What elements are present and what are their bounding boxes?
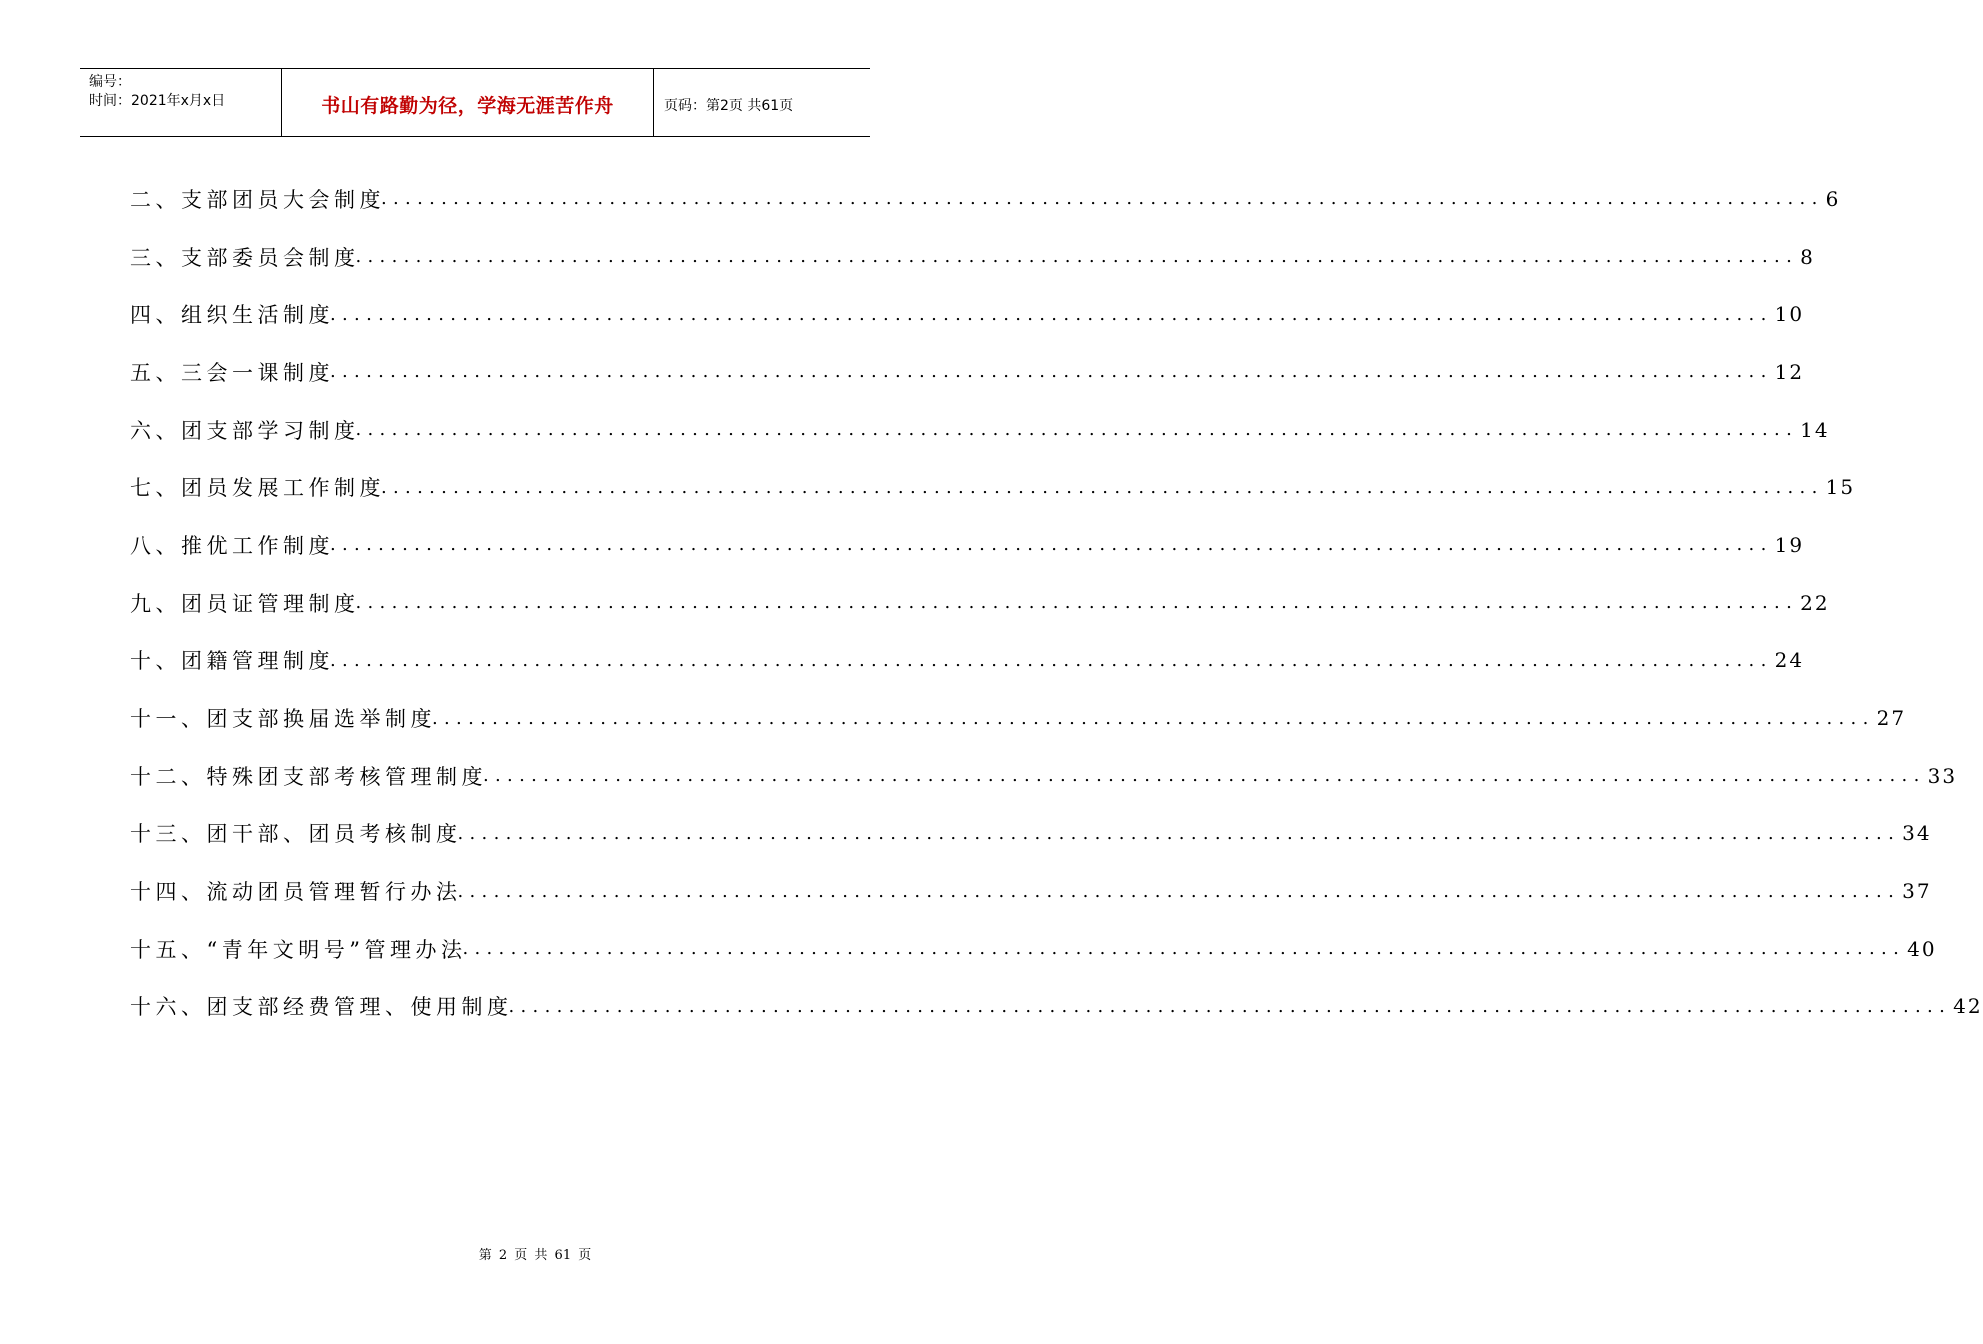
header-motto: 书山有路勤为径，学海无涯苦作舟 (281, 69, 654, 136)
toc-entry[interactable] (130, 632, 1805, 690)
toc-entry-page-number: 27 (1876, 706, 1907, 731)
toc-entry-title: 十、团籍管理制度 (130, 649, 334, 674)
toc-entry-title: 十三、团干部、团员考核制度 (130, 822, 462, 847)
toc-entry-title: 八、推优工作制度 (130, 533, 334, 558)
toc-entry-page-number: 22 (1800, 590, 1830, 615)
toc-entry[interactable] (130, 689, 1907, 747)
document-time-label: 时间：2021年x月x日 (89, 93, 226, 109)
toc-leader-dots: ........................................................................................................................ (381, 188, 1824, 210)
toc-leader-dots: ........................................................................................................................ (330, 534, 1773, 556)
toc-entry-page-number: 42 (1953, 994, 1983, 1019)
toc-leader-dots: ........................................................................................................................ (457, 880, 1901, 902)
toc-leader-dots: ........................................................................................................................ (330, 649, 1773, 671)
toc-entry-title: 四、组织生活制度 (130, 303, 334, 328)
toc-entry-title: 二、支部团员大会制度 (130, 187, 385, 212)
toc-leader-dots: ........................................................................................................................ (355, 419, 1799, 441)
document-number-label: 编号： (89, 74, 131, 90)
toc-entry-page-number: 6 (1825, 186, 1841, 211)
toc-entry-page-number: 24 (1774, 648, 1805, 673)
page-footer: 第 2 页 共 61 页 (478, 1248, 592, 1263)
toc-entry-title: 五、三会一课制度 (130, 360, 334, 385)
toc-entry-page-number: 19 (1774, 532, 1805, 557)
toc-entry-title: 十五、“青年文明号”管理办法 (130, 937, 467, 962)
toc-entry[interactable] (130, 862, 1932, 920)
toc-entry[interactable] (130, 747, 1958, 805)
toc-entry[interactable] (130, 516, 1805, 574)
page-header (80, 68, 870, 137)
toc-entry-page-number: 37 (1902, 879, 1932, 904)
toc-entry[interactable] (130, 978, 1983, 1036)
toc-entry-title: 七、团员发展工作制度 (130, 476, 385, 501)
toc-leader-dots: ........................................................................................................................ (462, 938, 1906, 960)
toc-entry[interactable] (130, 170, 1841, 228)
toc-entry-title: 六、团支部学习制度 (130, 418, 360, 443)
toc-leader-dots: ........................................................................................................................ (457, 822, 1901, 844)
toc-entry-title: 十二、特殊团支部考核管理制度 (130, 764, 487, 789)
toc-entry[interactable] (130, 458, 1856, 516)
toc-leader-dots: ........................................................................................................................ (508, 995, 1952, 1017)
toc-entry-title: 十四、流动团员管理暂行办法 (130, 880, 462, 905)
toc-entry-page-number: 14 (1800, 417, 1830, 442)
toc-entry[interactable] (130, 574, 1830, 632)
toc-entry-title: 九、团员证管理制度 (130, 591, 360, 616)
toc-entry-page-number: 12 (1774, 359, 1805, 384)
toc-entry[interactable] (130, 401, 1830, 459)
toc-entry-title: 十六、团支部经费管理、使用制度 (130, 995, 513, 1020)
toc-entry-page-number: 10 (1774, 302, 1805, 327)
toc-entry[interactable] (130, 228, 1815, 286)
toc-leader-dots: ........................................................................................................................ (483, 765, 1926, 787)
header-meta (80, 69, 281, 136)
toc-leader-dots: ........................................................................................................................ (330, 303, 1773, 325)
toc-leader-dots: ........................................................................................................................ (355, 246, 1799, 268)
toc-entry-page-number: 15 (1825, 475, 1856, 500)
toc-entry[interactable] (130, 805, 1932, 863)
toc-entry-page-number: 8 (1800, 244, 1815, 269)
toc-entry-title: 十一、团支部换届选举制度 (130, 707, 436, 732)
toc-leader-dots: ........................................................................................................................ (432, 707, 1875, 729)
toc-entry-page-number: 33 (1927, 763, 1958, 788)
toc-entry[interactable] (130, 285, 1805, 343)
toc-leader-dots: ........................................................................................................................ (330, 361, 1773, 383)
toc-leader-dots: ........................................................................................................................ (381, 476, 1824, 498)
header-page-info: 页码：第2页 共61页 (664, 97, 794, 114)
table-of-contents (130, 170, 1983, 1035)
toc-entry-page-number: 40 (1907, 936, 1937, 961)
toc-entry[interactable] (130, 343, 1805, 401)
toc-entry[interactable] (130, 920, 1937, 978)
toc-entry-page-number: 34 (1902, 821, 1932, 846)
toc-leader-dots: ........................................................................................................................ (355, 592, 1799, 614)
toc-entry-title: 三、支部委员会制度 (130, 245, 360, 270)
